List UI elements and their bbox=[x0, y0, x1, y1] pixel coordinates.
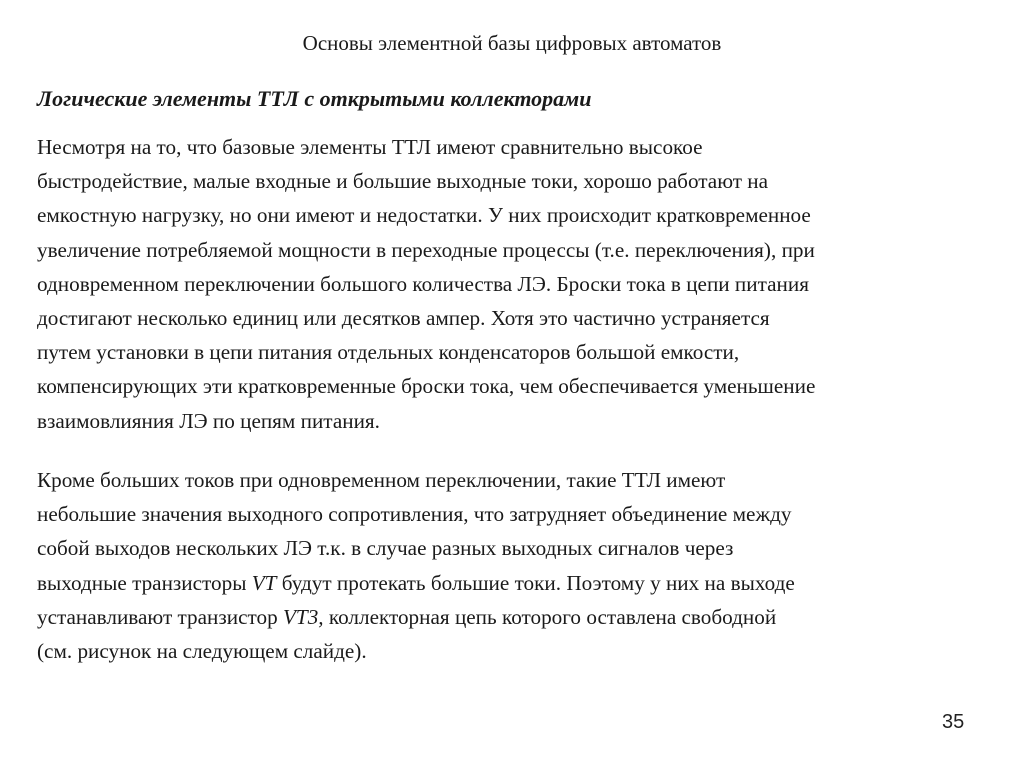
text-run: будут протекать большие токи. Поэтому у них на выходе bbox=[276, 570, 795, 595]
paragraph-1-line: компенсирующих эти кратковременные броски тока, чем обеспечивается уменьшение bbox=[37, 374, 816, 399]
transistor-label-vt: VT bbox=[251, 570, 277, 595]
slide-title: Основы элементной базы цифровых автоматов bbox=[302, 31, 722, 55]
paragraph-1-line: Несмотря на то, что базовые элементы ТТЛ имеют сравнительно высокое bbox=[37, 135, 703, 159]
section-heading: Логические элементы ТТЛ с открытыми коллекторами bbox=[37, 86, 592, 111]
paragraph-1-line: увеличение потребляемой мощности в переходные процессы (т.е. переключения), при bbox=[37, 237, 815, 262]
text-run: коллекторная цепь которого оставлена свободной bbox=[323, 604, 777, 629]
paragraph-2 bbox=[37, 463, 997, 668]
paragraph-2-line: (см. рисунок на следующем слайде). bbox=[37, 639, 367, 664]
paragraph-2-line: собой выходов нескольких ЛЭ т.к. в случае разных выходных сигналов через bbox=[37, 536, 734, 561]
paragraph-2-line: Кроме больших токов при одновременном переключении, такие ТТЛ имеют bbox=[37, 468, 726, 492]
paragraph-2-line bbox=[37, 600, 997, 634]
paragraph-1-line: путем установки в цепи питания отдельных конденсаторов большой емкости, bbox=[37, 340, 740, 365]
paragraph-1-line: емкостную нагрузку, но они имеют и недостатки. У них происходит кратковременное bbox=[37, 203, 811, 228]
transistor-label-vt3: VT3, bbox=[282, 604, 324, 629]
paragraph-1-line: одновременном переключении большого количества ЛЭ. Броски тока в цепи питания bbox=[37, 271, 809, 296]
paragraph-2-line: небольшие значения выходного сопротивления, что затрудняет объединение между bbox=[37, 502, 792, 527]
text-run: выходные транзисторы bbox=[37, 570, 252, 595]
paragraph-1-line: взаимовлияния ЛЭ по цепям питания. bbox=[37, 408, 380, 433]
paragraph-1-line: достигают несколько единиц или десятков ампер. Хотя это частично устраняется bbox=[37, 306, 770, 331]
paragraph-2-line bbox=[37, 566, 997, 600]
paragraph-1-line: быстродействие, малые входные и большие выходные токи, хорошо работают на bbox=[37, 169, 769, 194]
paragraph-1 bbox=[37, 130, 997, 438]
text-run: устанавливают транзистор bbox=[37, 604, 283, 629]
page-number: 35 bbox=[942, 711, 965, 733]
